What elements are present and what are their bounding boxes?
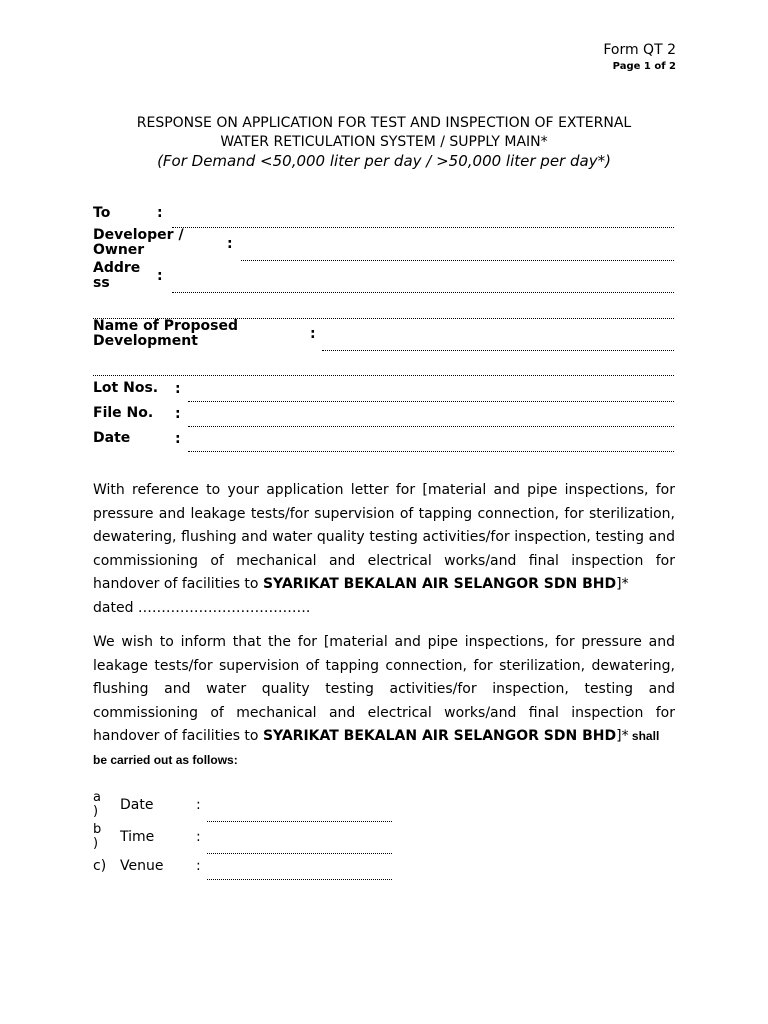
- proposed-field-line-2[interactable]: [93, 375, 674, 376]
- schedule-b-mark-1: b: [93, 822, 102, 837]
- paragraph-inform-tail-2: be carried out as follows:: [93, 752, 238, 767]
- proposed-field-line-1[interactable]: [322, 350, 674, 351]
- file-colon: :: [175, 406, 181, 422]
- date-label: Date: [93, 430, 131, 446]
- company-name: SYARIKAT BEKALAN AIR SELANGOR SDN BHD: [262, 576, 617, 592]
- title-line-3: (For Demand <50,000 liter per day / >50,000 liter per day*): [157, 152, 611, 170]
- schedule-c-mark: c): [93, 858, 107, 874]
- lot-colon: :: [175, 381, 181, 397]
- file-label: File No.: [93, 405, 154, 421]
- form-number: Form QT 2: [603, 42, 676, 58]
- paragraph-reference: [93, 479, 675, 620]
- developer-label-1: Developer /: [93, 227, 184, 243]
- lot-field[interactable]: [188, 401, 674, 402]
- company-name-2: SYARIKAT BEKALAN AIR SELANGOR SDN BHD: [262, 728, 617, 744]
- schedule-venue-field[interactable]: [207, 879, 392, 880]
- schedule-a-mark-1: a: [93, 790, 101, 805]
- page-number: Page 1 of 2: [612, 61, 676, 72]
- schedule-b-mark-2: ): [93, 836, 99, 851]
- address-field-line-1[interactable]: [172, 292, 674, 293]
- schedule-date-label: Date: [120, 797, 154, 813]
- title-line-1: RESPONSE ON APPLICATION FOR TEST AND INSPECTION OF EXTERNAL: [136, 115, 632, 131]
- dated-line: dated ……………………………….: [93, 599, 311, 616]
- proposed-label-2: Development: [93, 333, 198, 349]
- schedule-time-field[interactable]: [207, 853, 392, 854]
- address-label-2: ss: [93, 275, 110, 291]
- schedule-date-colon: :: [196, 797, 201, 813]
- developer-label-2: Owner: [93, 242, 145, 258]
- paragraph-inform: [93, 631, 675, 772]
- schedule-venue-colon: :: [196, 858, 201, 874]
- to-label: To: [93, 205, 111, 221]
- to-colon: :: [157, 205, 163, 221]
- paragraph-reference-text: With reference to your application letter for [material and pipe inspections, for pressure and leakage tests/for supervision of tapping connection, for sterilization, dewatering, flushing and water quality testing activities/for inspection, testing and commissioning of mechanical and electrical works/and final inspection for handover of facilities to: [93, 482, 675, 592]
- title-line-2: WATER RETICULATION SYSTEM / SUPPLY MAIN*: [220, 134, 548, 150]
- to-field[interactable]: [172, 227, 674, 228]
- schedule-time-label: Time: [120, 829, 155, 845]
- paragraph-inform-tail-1: shall: [628, 729, 660, 743]
- address-colon: :: [157, 268, 163, 284]
- date-colon: :: [175, 431, 181, 447]
- address-label-1: Addre: [93, 260, 141, 276]
- file-field[interactable]: [188, 426, 674, 427]
- developer-colon: :: [227, 236, 233, 252]
- schedule-date-field[interactable]: [207, 821, 392, 822]
- schedule-a-mark-2: ): [93, 804, 99, 819]
- proposed-label-1: Name of Proposed: [93, 318, 238, 334]
- developer-field[interactable]: [241, 260, 674, 261]
- schedule-time-colon: :: [196, 829, 201, 845]
- paragraph-reference-close: ]*: [616, 576, 629, 592]
- paragraph-inform-close: ]*: [616, 728, 629, 744]
- schedule-venue-label: Venue: [120, 858, 164, 874]
- date-field[interactable]: [188, 451, 674, 452]
- proposed-colon: :: [310, 326, 316, 342]
- paragraph-inform-text: We wish to inform that the for [material and pipe inspections, for pressure and leakage tests/for supervision of tapping connection, for sterilization, dewatering, flushing and water quality testing activities/for inspection, testing and commissioning of mechanical and electrical works/and final inspection for handover of facilities to: [93, 634, 675, 744]
- lot-label: Lot Nos.: [93, 380, 159, 396]
